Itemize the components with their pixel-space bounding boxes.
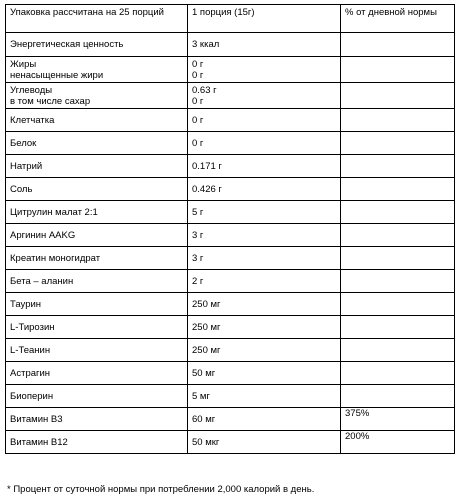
nutrient-name-cell bbox=[6, 270, 188, 293]
nutrient-name-cell bbox=[6, 431, 188, 454]
nutrient-name-cell bbox=[6, 155, 188, 178]
nutrient-amount-cell bbox=[188, 385, 341, 408]
nutrient-name: Креатин моногидрат bbox=[10, 252, 101, 264]
nutrient-amount-cell bbox=[188, 316, 341, 339]
nutrient-name: Витамин B3 bbox=[10, 413, 63, 425]
table-row bbox=[6, 155, 455, 178]
nutrient-name: Энергетическая ценность bbox=[10, 39, 124, 50]
daily-value-cell bbox=[341, 83, 455, 109]
nutrient-amount: 250 мг bbox=[192, 298, 221, 310]
daily-value-cell bbox=[341, 270, 455, 293]
daily-value-cell bbox=[341, 178, 455, 201]
table-row bbox=[6, 408, 455, 431]
daily-value-cell bbox=[341, 109, 455, 132]
daily-value-cell: 375% bbox=[341, 408, 455, 431]
table-row bbox=[6, 247, 455, 270]
nutrient-name: Аргинин AAKG bbox=[10, 229, 76, 241]
daily-value-cell bbox=[341, 33, 455, 57]
nutrient-amount-cell bbox=[188, 132, 341, 155]
nutrient-amount-cell bbox=[188, 155, 341, 178]
table-row bbox=[6, 270, 455, 293]
nutrient-amount: 0.63 г bbox=[192, 84, 217, 96]
nutrient-amount: 5 мг bbox=[192, 390, 210, 402]
nutrient-name-cell bbox=[6, 339, 188, 362]
table-row bbox=[6, 83, 455, 109]
daily-value-cell bbox=[341, 316, 455, 339]
nutrient-name: Витамин B12 bbox=[10, 436, 68, 448]
nutrient-amount: 3 ккал bbox=[192, 39, 220, 50]
nutrient-name-cell bbox=[6, 293, 188, 316]
nutrient-name: в том числе сахар bbox=[10, 95, 91, 107]
nutrient-amount-cell bbox=[188, 247, 341, 270]
daily-value-cell bbox=[341, 201, 455, 224]
nutrition-table bbox=[5, 4, 455, 454]
nutrient-amount: 3 г bbox=[192, 252, 204, 264]
table-row bbox=[6, 362, 455, 385]
nutrient-amount: 0 г bbox=[192, 58, 204, 70]
nutrient-name: L-Тирозин bbox=[10, 321, 55, 333]
nutrient-amount: 250 мг bbox=[192, 321, 221, 333]
table-row bbox=[6, 316, 455, 339]
nutrient-name: Соль bbox=[10, 183, 33, 195]
nutrient-amount: 50 мкг bbox=[192, 436, 220, 448]
nutrient-name-cell bbox=[6, 362, 188, 385]
nutrient-amount: 5 г bbox=[192, 206, 204, 218]
table-row bbox=[6, 132, 455, 155]
nutrition-table-body bbox=[6, 5, 455, 454]
table-row bbox=[6, 224, 455, 247]
nutrient-amount-cell bbox=[188, 270, 341, 293]
nutrient-name-cell bbox=[6, 385, 188, 408]
nutrient-name-cell bbox=[6, 201, 188, 224]
nutrient-name: ненасыщенные жири bbox=[10, 69, 104, 81]
daily-value-cell bbox=[341, 155, 455, 178]
nutrient-amount-cell bbox=[188, 293, 341, 316]
daily-value-cell bbox=[341, 224, 455, 247]
nutrient-amount: 3 г bbox=[192, 229, 204, 241]
nutrient-amount: 0.426 г bbox=[192, 183, 222, 195]
nutrient-amount-cell bbox=[188, 178, 341, 201]
nutrient-name: Таурин bbox=[10, 298, 42, 310]
nutrient-amount-cell bbox=[188, 339, 341, 362]
nutrient-amount: 0 г bbox=[192, 137, 204, 149]
nutrient-amount-cell bbox=[188, 33, 341, 57]
nutrient-amount: 2 г bbox=[192, 275, 204, 287]
daily-value-cell bbox=[341, 339, 455, 362]
daily-value-cell bbox=[341, 293, 455, 316]
nutrient-name: Цитрулин малат 2:1 bbox=[10, 206, 98, 218]
nutrient-amount: 60 мг bbox=[192, 413, 216, 425]
table-row bbox=[6, 178, 455, 201]
daily-value-cell bbox=[341, 362, 455, 385]
nutrient-name: Биоперин bbox=[10, 390, 54, 402]
table-row bbox=[6, 339, 455, 362]
nutrient-name-cell bbox=[6, 224, 188, 247]
nutrient-amount-cell bbox=[188, 57, 341, 83]
nutrient-name: Натрий bbox=[10, 160, 43, 172]
nutrient-name-cell bbox=[6, 316, 188, 339]
nutrient-amount: 0 г bbox=[192, 114, 204, 126]
nutrient-amount: 0.171 г bbox=[192, 160, 222, 172]
daily-value-cell bbox=[341, 247, 455, 270]
daily-value-cell bbox=[341, 385, 455, 408]
table-row bbox=[6, 201, 455, 224]
table-row bbox=[6, 385, 455, 408]
table-header-row bbox=[6, 5, 455, 33]
nutrient-name-cell bbox=[6, 109, 188, 132]
table-row bbox=[6, 293, 455, 316]
table-row bbox=[6, 33, 455, 57]
nutrient-name: Астрагин bbox=[10, 367, 51, 379]
nutrient-amount: 0 г bbox=[192, 95, 204, 107]
nutrient-amount-cell bbox=[188, 201, 341, 224]
nutrient-name: L-Теанин bbox=[10, 344, 51, 356]
nutrient-amount-cell bbox=[188, 362, 341, 385]
table-row bbox=[6, 57, 455, 83]
nutrient-amount-cell bbox=[188, 109, 341, 132]
nutrient-name-cell bbox=[6, 132, 188, 155]
nutrient-name: Углеводы bbox=[10, 84, 53, 96]
nutrient-name: Белок bbox=[10, 137, 37, 149]
nutrient-name-cell bbox=[6, 247, 188, 270]
nutrient-name-cell bbox=[6, 57, 188, 83]
nutrient-name-cell bbox=[6, 408, 188, 431]
nutrient-amount-cell bbox=[188, 408, 341, 431]
daily-value-cell: 200% bbox=[341, 431, 455, 454]
header-daily-value: % от дневной нормы bbox=[341, 5, 455, 33]
header-serving-size: 1 порция (15г) bbox=[188, 5, 341, 33]
nutrient-name-cell bbox=[6, 33, 188, 57]
daily-value-cell bbox=[341, 132, 455, 155]
nutrient-name-cell bbox=[6, 178, 188, 201]
daily-value-cell bbox=[341, 57, 455, 83]
nutrient-amount: 0 г bbox=[192, 69, 204, 81]
nutrient-amount-cell bbox=[188, 224, 341, 247]
table-row bbox=[6, 109, 455, 132]
nutrient-amount-cell bbox=[188, 83, 341, 109]
header-serving-count: Упаковка рассчитана на 25 порций bbox=[6, 5, 188, 33]
nutrient-name-cell bbox=[6, 83, 188, 109]
table-row bbox=[6, 431, 455, 454]
nutrient-name: Жиры bbox=[10, 58, 37, 70]
nutrient-name: Бета – аланин bbox=[10, 275, 74, 287]
nutrient-amount: 250 мг bbox=[192, 344, 221, 356]
nutrient-name: Клетчатка bbox=[10, 114, 55, 126]
nutrient-amount-cell bbox=[188, 431, 341, 454]
nutrient-amount: 50 мг bbox=[192, 367, 216, 379]
footnote: * Процент от суточной нормы при потреблении 2,000 калорий в день. bbox=[7, 484, 315, 495]
